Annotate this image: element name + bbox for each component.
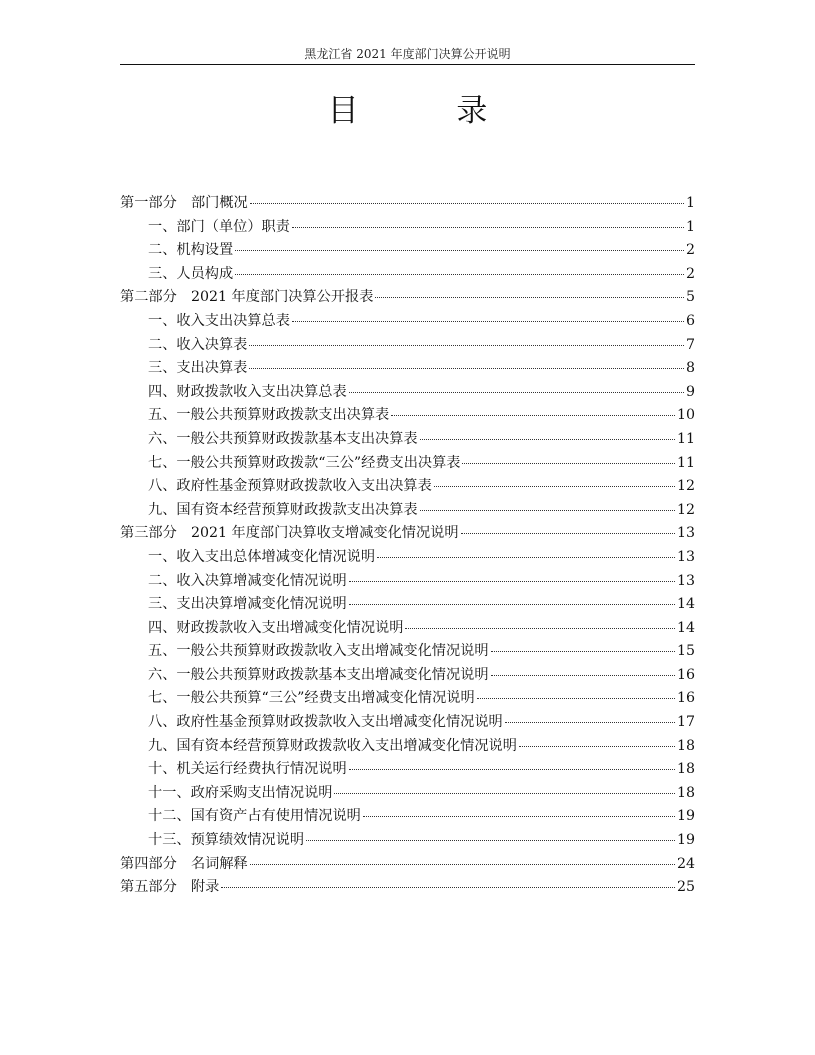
- toc-entry-text: 三、人员构成: [148, 265, 234, 282]
- toc-page-number: 10: [676, 407, 695, 424]
- toc-dot-leader: [349, 581, 675, 582]
- toc-section-entry[interactable]: [120, 381, 695, 405]
- toc-dot-leader: [405, 628, 675, 629]
- toc-part-entry[interactable]: [120, 876, 695, 900]
- toc-section-entry[interactable]: [120, 357, 695, 381]
- running-header: 黑龙江省 2021 年度部门决算公开说明: [304, 47, 511, 61]
- toc-dot-leader: [363, 816, 675, 817]
- toc-page-number: 6: [685, 312, 695, 329]
- toc-entry-text: 十一、政府采购支出情况说明: [148, 784, 333, 801]
- toc-entry-text: 九、国有资本经营预算财政拨款收入支出增减变化情况说明: [148, 737, 517, 754]
- toc-section-entry[interactable]: [120, 570, 695, 594]
- toc-section-entry[interactable]: [120, 640, 695, 664]
- toc-entry-text: 第三部分 2021 年度部门决算收支增减变化情况说明: [120, 525, 459, 542]
- toc-page-number: 18: [676, 737, 695, 754]
- toc-entry-text: 七、一般公共预算财政拨款“三公”经费支出决算表: [148, 454, 461, 471]
- toc-page-number: 19: [676, 832, 695, 849]
- toc-section-entry[interactable]: [120, 593, 695, 617]
- toc-dot-leader: [250, 203, 684, 204]
- toc-entry-text: 三、支出决算表: [148, 360, 248, 377]
- toc-entry-text: 八、政府性基金预算财政拨款收入支出增减变化情况说明: [148, 714, 503, 731]
- toc-page-number: 8: [685, 360, 695, 377]
- toc-dot-leader: [235, 250, 684, 251]
- toc-part-entry[interactable]: [120, 853, 695, 877]
- toc-dot-leader: [221, 887, 675, 888]
- toc-dot-leader: [334, 793, 674, 794]
- toc-page-number: 16: [676, 690, 695, 707]
- toc-entry-text: 一、收入支出总体增减变化情况说明: [148, 548, 376, 565]
- toc-section-entry[interactable]: [120, 711, 695, 735]
- toc-section-entry[interactable]: [120, 617, 695, 641]
- toc-page-number: 11: [676, 454, 695, 471]
- toc-page-number: 19: [676, 808, 695, 825]
- toc-page-number: 1: [685, 218, 695, 235]
- toc-entry-text: 一、收入支出决算总表: [148, 312, 290, 329]
- toc-section-entry[interactable]: [120, 758, 695, 782]
- toc-entry-text: 三、支出决算增减变化情况说明: [148, 596, 347, 613]
- toc-entry-text: 九、国有资本经营预算财政拨款支出决算表: [148, 501, 418, 518]
- toc-entry-text: 二、收入决算增减变化情况说明: [148, 572, 347, 589]
- toc-dot-leader: [391, 415, 675, 416]
- toc-page-number: 18: [676, 761, 695, 778]
- toc-part-entry[interactable]: [120, 522, 695, 546]
- toc-page-number: 11: [676, 430, 695, 447]
- toc-section-entry[interactable]: [120, 475, 695, 499]
- toc-dot-leader: [250, 864, 675, 865]
- toc-dot-leader: [461, 533, 675, 534]
- toc-page-number: 9: [685, 383, 695, 400]
- toc-entry-text: 八、政府性基金预算财政拨款收入支出决算表: [148, 478, 432, 495]
- toc-page-number: 12: [676, 501, 695, 518]
- toc-entry-text: 第四部分 名词解释: [120, 855, 248, 872]
- toc-section-entry[interactable]: [120, 310, 695, 334]
- toc-dot-leader: [491, 675, 675, 676]
- toc-entry-text: 十、机关运行经费执行情况说明: [148, 761, 347, 778]
- toc-dot-leader: [349, 769, 675, 770]
- toc-page-number: 7: [685, 336, 695, 353]
- toc-section-entry[interactable]: [120, 404, 695, 428]
- toc-entry-text: 第二部分 2021 年度部门决算公开报表: [120, 289, 374, 306]
- toc-entry-text: 十三、预算绩效情况说明: [148, 832, 305, 849]
- toc-dot-leader: [462, 463, 674, 464]
- toc-entry-text: 一、部门（单位）职责: [148, 218, 290, 235]
- toc-entry-text: 六、一般公共预算财政拨款基本支出决算表: [148, 430, 418, 447]
- toc-title: 目 录: [327, 92, 532, 129]
- toc-entry-text: 四、财政拨款收入支出增减变化情况说明: [148, 619, 404, 636]
- toc-page-number: 16: [676, 666, 695, 683]
- toc-section-entry[interactable]: [120, 428, 695, 452]
- toc-section-entry[interactable]: [120, 735, 695, 759]
- toc-page-number: 14: [676, 596, 695, 613]
- toc-section-entry[interactable]: [120, 782, 695, 806]
- toc-page-number: 13: [676, 525, 695, 542]
- toc-entry-text: 二、收入决算表: [148, 336, 248, 353]
- toc-entry-text: 七、一般公共预算“三公”经费支出增减变化情况说明: [148, 690, 475, 707]
- toc-dot-leader: [505, 722, 675, 723]
- toc-section-entry[interactable]: [120, 805, 695, 829]
- toc-page-number: 14: [676, 619, 695, 636]
- toc-page-number: 13: [676, 572, 695, 589]
- toc-section-entry[interactable]: [120, 499, 695, 523]
- toc-entry-text: 十二、国有资产占有使用情况说明: [148, 808, 361, 825]
- toc-page-number: 2: [685, 265, 695, 282]
- toc-page-number: 2: [685, 242, 695, 259]
- toc-page-number: 5: [685, 289, 695, 306]
- toc-dot-leader: [292, 321, 684, 322]
- toc-section-entry[interactable]: [120, 334, 695, 358]
- toc-dot-leader: [292, 227, 684, 228]
- toc-entry-text: 四、财政拨款收入支出决算总表: [148, 383, 347, 400]
- toc-dot-leader: [420, 510, 675, 511]
- toc-part-entry[interactable]: [120, 192, 695, 216]
- toc-entry-text: 六、一般公共预算财政拨款基本支出增减变化情况说明: [148, 666, 489, 683]
- toc-section-entry[interactable]: [120, 829, 695, 853]
- toc-section-entry[interactable]: [120, 239, 695, 263]
- toc-part-entry[interactable]: [120, 286, 695, 310]
- table-of-contents: [120, 192, 695, 900]
- toc-dot-leader: [377, 557, 675, 558]
- toc-dot-leader: [434, 486, 675, 487]
- toc-dot-leader: [349, 604, 675, 605]
- toc-section-entry[interactable]: [120, 263, 695, 287]
- toc-page-number: 1: [685, 195, 695, 211]
- toc-entry-text: 五、一般公共预算财政拨款支出决算表: [148, 407, 390, 424]
- toc-page-number: 25: [676, 879, 695, 896]
- toc-dot-leader: [235, 274, 684, 275]
- toc-entry-text: 第五部分 附录: [120, 879, 220, 896]
- toc-page-number: 15: [676, 643, 695, 660]
- toc-dot-leader: [349, 392, 684, 393]
- toc-dot-leader: [420, 439, 675, 440]
- toc-dot-leader: [519, 746, 675, 747]
- toc-section-entry[interactable]: [120, 546, 695, 570]
- toc-entry-text: 五、一般公共预算财政拨款收入支出增减变化情况说明: [148, 643, 489, 660]
- toc-section-entry[interactable]: [120, 664, 695, 688]
- toc-dot-leader: [306, 840, 675, 841]
- toc-dot-leader: [375, 297, 684, 298]
- toc-dot-leader: [477, 698, 675, 699]
- toc-page-number: 12: [676, 478, 695, 495]
- toc-dot-leader: [491, 651, 675, 652]
- toc-page-number: 24: [676, 855, 695, 872]
- header-rule: [120, 64, 695, 65]
- toc-section-entry[interactable]: [120, 216, 695, 240]
- toc-page-number: 13: [676, 548, 695, 565]
- toc-entry-text: 二、机构设置: [148, 242, 234, 259]
- toc-page-number: 17: [676, 714, 695, 731]
- toc-dot-leader: [249, 345, 684, 346]
- toc-page-number: 18: [676, 784, 695, 801]
- toc-entry-text: 第一部分 部门概况: [120, 195, 248, 211]
- toc-section-entry[interactable]: [120, 452, 695, 476]
- toc-dot-leader: [249, 368, 684, 369]
- toc-section-entry[interactable]: [120, 687, 695, 711]
